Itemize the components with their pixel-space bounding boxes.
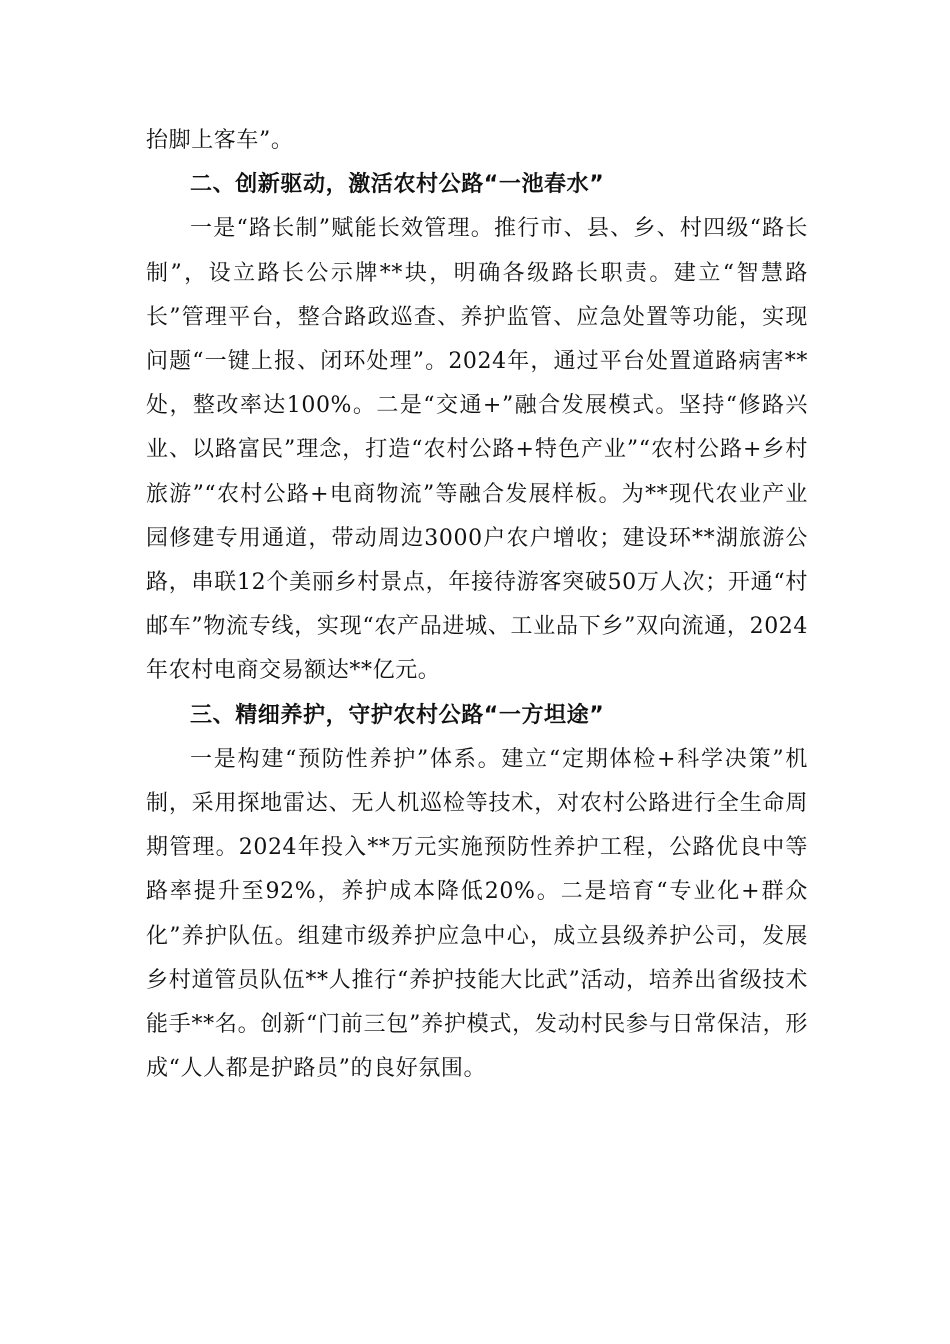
continuation-paragraph: 抬脚上客车”。 — [146, 128, 294, 153]
section-heading-2: 二、创新驱动，激活农村公路“一池春水” — [190, 172, 605, 198]
section-heading-3: 三、精细养护，守护农村公路“一方坦途” — [190, 702, 605, 728]
document-body — [146, 119, 808, 1091]
section-3-paragraph: 一是构建“预防性养护”体系。建立“定期体检+科学决策”机制，采用探地雷达、无人机巡检等技术，对农村公路进行全生命周期管理。2024年投入**万元实施预防性养护工程，公路优良中等路率提升至92%，养护成本降低20%。二是培育“专业化+群众化”养护队伍。组建市级养护应急中心，成立县级养护公司，发展乡村道管员队伍**人推行“养护技能大比武”活动，培养出省级技术能手**名。创新“门前三包”养护模式，发动村民参与日常保洁，形成“人人都是护路员”的良好氛围。 — [146, 746, 808, 1082]
section-2-paragraph: 一是“路长制”赋能长效管理。推行市、县、乡、村四级“路长制”，设立路长公示牌**块，明确各级路长职责。建立“智慧路长”管理平台，整合路政巡查、养护监管、应急处置等功能，实现问题“一键上报、闭环处理”。2024年，通过平台处置道路病害**处，整改率达100%。二是“交通+”融合发展模式。坚持“修路兴业、以路富民”理念，打造“农村公路+特色产业”“农村公路+乡村旅游”“农村公路+电商物流”等融合发展样板。为**现代农业产业园修建专用通道，带动周边3000户农户增收；建设环**湖旅游公路，串联12个美丽乡村景点，年接待游客突破50万人次；开通“村邮车”物流专线，实现“农产品进城、工业品下乡”双向流通，2024年农村电商交易额达**亿元。 — [146, 216, 808, 684]
